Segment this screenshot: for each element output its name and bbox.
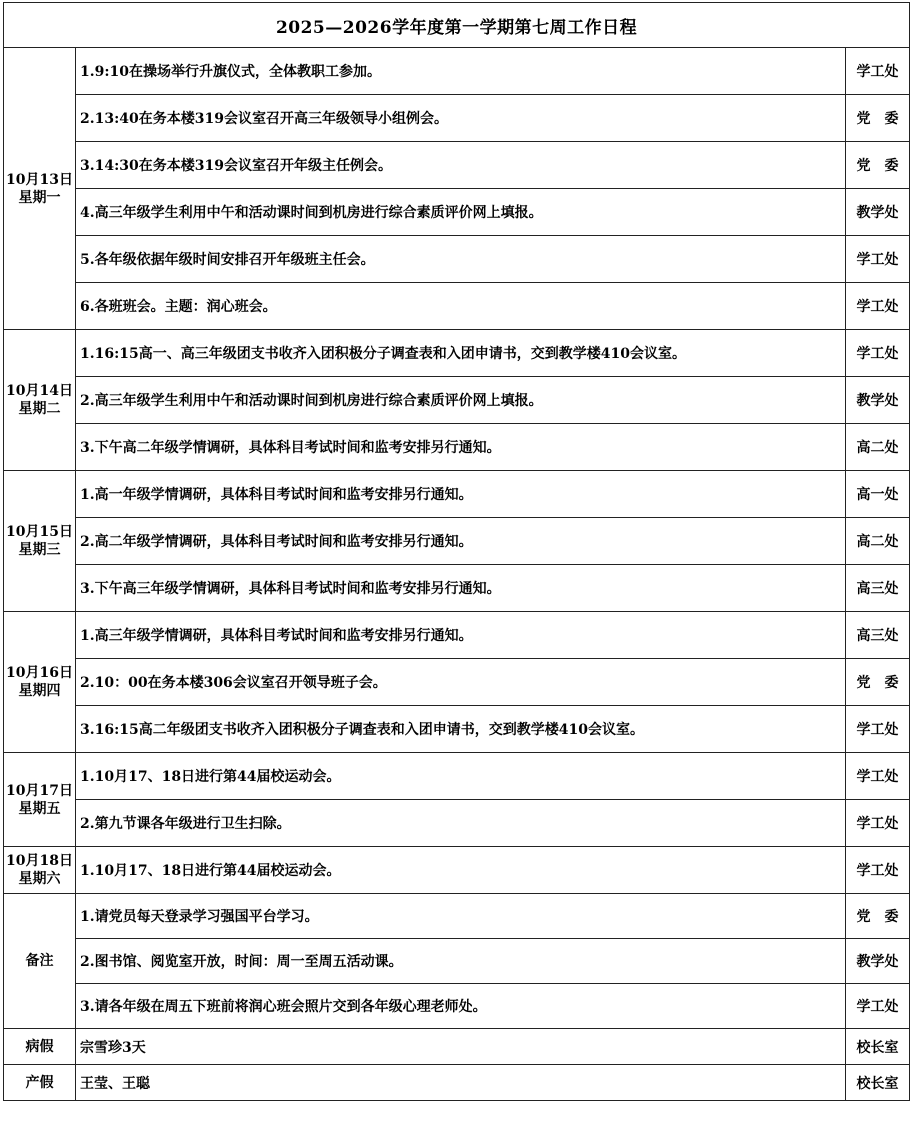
task-text: 2.高二年级学情调研，具体科目考试时间和监考安排另行通知。 (76, 518, 846, 565)
day-date: 10月13日 (6, 171, 73, 188)
schedule-body (4, 3, 910, 1101)
department: 学工处 (846, 706, 910, 753)
task-text: 3.下午高二年级学情调研，具体科目考试时间和监考安排另行通知。 (76, 424, 846, 471)
department: 学工处 (846, 984, 910, 1029)
day-cell (4, 48, 76, 330)
task-text: 5.各年级依据年级时间安排召开年级班主任会。 (76, 236, 846, 283)
task-text: 1.16:15高一、高三年级团支书收齐入团积极分子调查表和入团申请书，交到教学楼410会议室。 (76, 330, 846, 377)
department: 学工处 (846, 48, 910, 95)
leave-label: 产假 (4, 1065, 76, 1101)
task-text: 1.9:10在操场举行升旗仪式，全体教职工参加。 (76, 48, 846, 95)
schedule-row (4, 48, 910, 95)
department: 教学处 (846, 189, 910, 236)
department: 教学处 (846, 939, 910, 984)
day-date: 10月18日 (6, 853, 73, 869)
day-weekday: 星期五 (18, 800, 61, 817)
notes-row (4, 939, 910, 984)
note-text: 1.请党员每天登录学习强国平台学习。 (76, 894, 846, 939)
day-date: 10月16日 (6, 665, 73, 681)
schedule-row (4, 377, 910, 424)
note-text: 2.图书馆、阅览室开放，时间：周一至周五活动课。 (76, 939, 846, 984)
schedule-row (4, 612, 910, 659)
department: 高二处 (846, 424, 910, 471)
task-text: 3.下午高三年级学情调研，具体科目考试时间和监考安排另行通知。 (76, 565, 846, 612)
department: 党 委 (846, 142, 910, 189)
department: 党 委 (846, 95, 910, 142)
department: 教学处 (846, 377, 910, 424)
schedule-row (4, 236, 910, 283)
day-date: 10月14日 (6, 383, 73, 399)
schedule-row (4, 518, 910, 565)
day-date: 10月15日 (6, 524, 73, 540)
department: 学工处 (846, 236, 910, 283)
day-weekday: 星期三 (18, 542, 61, 558)
leave-text: 王莹、王聪 (76, 1065, 846, 1101)
schedule-row (4, 847, 910, 894)
page-title: 2025—2026学年度第一学期第七周工作日程 (4, 3, 910, 48)
day-weekday: 星期六 (18, 871, 61, 887)
department: 学工处 (846, 330, 910, 377)
day-cell (4, 847, 76, 894)
schedule-row (4, 424, 910, 471)
schedule-row (4, 189, 910, 236)
day-cell (4, 753, 76, 847)
task-text: 6.各班班会。主题：润心班会。 (76, 283, 846, 330)
task-text: 2.13:40在务本楼319会议室召开高三年级领导小组例会。 (76, 95, 846, 142)
task-text: 1.高三年级学情调研，具体科目考试时间和监考安排另行通知。 (76, 612, 846, 659)
task-text: 1.高一年级学情调研，具体科目考试时间和监考安排另行通知。 (76, 471, 846, 518)
department: 学工处 (846, 800, 910, 847)
department: 校长室 (846, 1029, 910, 1065)
department: 校长室 (846, 1065, 910, 1101)
schedule-row (4, 142, 910, 189)
leave-row (4, 1029, 910, 1065)
schedule-row (4, 330, 910, 377)
leave-text: 宗雪珍3天 (76, 1029, 846, 1065)
schedule-table (3, 2, 910, 1101)
schedule-row (4, 471, 910, 518)
day-weekday: 星期二 (18, 401, 61, 417)
task-text: 2.10：00在务本楼306会议室召开领导班子会。 (76, 659, 846, 706)
schedule-row (4, 283, 910, 330)
day-cell (4, 612, 76, 753)
day-weekday: 星期一 (18, 189, 61, 206)
department: 学工处 (846, 847, 910, 894)
day-weekday: 星期四 (18, 683, 61, 699)
day-date: 10月17日 (6, 782, 73, 799)
leave-row (4, 1065, 910, 1101)
notes-row (4, 894, 910, 939)
task-text: 1.10月17、18日进行第44届校运动会。 (76, 753, 846, 800)
department: 高三处 (846, 565, 910, 612)
department: 学工处 (846, 283, 910, 330)
department: 学工处 (846, 753, 910, 800)
schedule-row (4, 95, 910, 142)
schedule-row (4, 800, 910, 847)
leave-label: 病假 (4, 1029, 76, 1065)
task-text: 2.高三年级学生利用中午和活动课时间到机房进行综合素质评价网上填报。 (76, 377, 846, 424)
day-cell (4, 471, 76, 612)
schedule-row (4, 753, 910, 800)
department: 高三处 (846, 612, 910, 659)
schedule-row (4, 565, 910, 612)
task-text: 3.14:30在务本楼319会议室召开年级主任例会。 (76, 142, 846, 189)
task-text: 2.第九节课各年级进行卫生扫除。 (76, 800, 846, 847)
task-text: 1.10月17、18日进行第44届校运动会。 (76, 847, 846, 894)
department: 党 委 (846, 894, 910, 939)
notes-row (4, 984, 910, 1029)
schedule-row (4, 706, 910, 753)
department: 党 委 (846, 659, 910, 706)
department: 高二处 (846, 518, 910, 565)
notes-label: 备注 (4, 894, 76, 1029)
department: 高一处 (846, 471, 910, 518)
task-text: 4.高三年级学生利用中午和活动课时间到机房进行综合素质评价网上填报。 (76, 189, 846, 236)
note-text: 3.请各年级在周五下班前将润心班会照片交到各年级心理老师处。 (76, 984, 846, 1029)
task-text: 3.16:15高二年级团支书收齐入团积极分子调查表和入团申请书，交到教学楼410会议室。 (76, 706, 846, 753)
day-cell (4, 330, 76, 471)
schedule-row (4, 659, 910, 706)
